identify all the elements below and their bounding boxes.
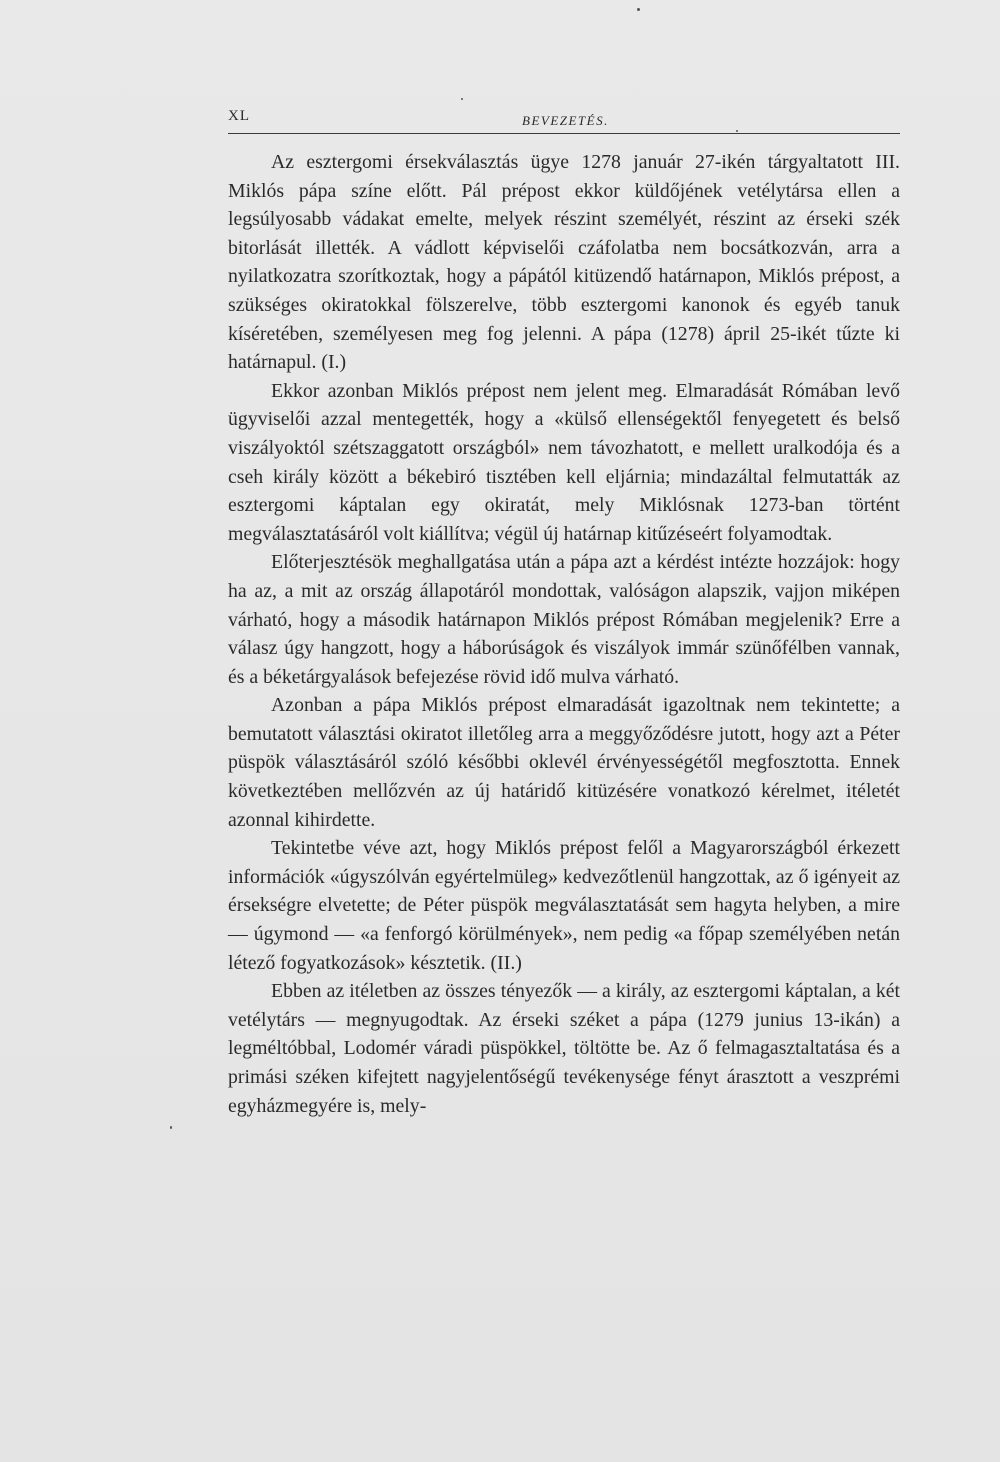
paper-speck: [736, 130, 738, 132]
paragraph: Ebben az itéletben az összes tényezők — a király, az esztergomi káptalan, a két vetélytárs — megnyugodtak. Az érseki széket a pápa (1279 junius 13-ikán) a legméltóbbal, Lodomér váradi püspökkel, töltötte be. Az ő felmagasztaltatása és a primási széken kifejtett nagyjelentőségű tevékenysége fényt árasztott a veszprémi egyházmegyére is, mely-: [228, 980, 900, 1117]
paragraph: Ekkor azonban Miklós prépost nem jelent meg. Elmaradását Rómában levő ügyviselői azzal mentegették, hogy a «külső ellenségektől fenyegetett és belső viszályoktól szétszaggatott országból» nem távozhatott, e mellett uralkodója és a cseh király között a békebiró tisztében kell eljárnia; mindazáltal felmutatták az esztergomi káptalan egy okiratát, mely Miklósnak 1273-ban történt megválasztatásáról volt kiállítva; végül új határnap kitűzéseért folyamodtak.: [228, 379, 900, 545]
paper-speck: [637, 8, 640, 11]
paragraph: Előterjesztésök meghallgatása után a pápa azt a kérdést intézte hozzájok: hogy ha az, a mit az ország állapotáról mondottak, valóságon alapszik, vajjon miképen várható, hogy a második határnapon Miklós prépost Rómában megjelenik? Erre a válasz úgy hangzott, hogy a háborúságok és viszályok immár szünőfélben vannak, és a béketárgyalások befejezése rövid idő mulva várható.: [228, 551, 900, 688]
body-text: [228, 148, 900, 1120]
paragraph: Az esztergomi érsekválasztás ügye 1278 január 27-ikén tárgyaltatott III. Miklós pápa színe előtt. Pál prépost ekkor küldőjének vetélytársa ellen a legsúlyosabb vádakat emelte, melyek részint személyét, részint az érseki szék bitorlását illették. A vádlott képviselői czáfolatba nem bocsátkozván, arra a nyilatkozatra szorítkoztak, hogy a pápától kitüzendő határnapon, Miklós prépost, a szükséges okiratokkal fölszerelve, több esztergomi kanonok és egyéb tanuk kíséretében, személyesen meg fog jelenni. A pápa (1278) ápril 25-ikét tűzte ki határnapul. (I.): [228, 151, 900, 374]
page-number: XL: [228, 108, 250, 124]
paper-speck: [170, 1126, 172, 1129]
running-title: BEVEZETÉS.: [522, 113, 609, 128]
paper-speck: [461, 98, 463, 100]
paragraph: Azonban a pápa Miklós prépost elmaradását igazoltnak nem tekintette; a bemutatott választási okiratot illetőleg arra a meggyőződésre jutott, hogy azt a Péter püspök választásáról szóló későbbi oklevél érvényességétől megfosztotta. Ennek következtében mellőzvén az új határidő kitüzésére vonatkozó kérelmet, itéletét azonnal kihirdette.: [228, 694, 900, 831]
page-header: [228, 104, 900, 138]
header-rule: [228, 133, 900, 134]
paragraph: Tekintetbe véve azt, hogy Miklós prépost felől a Magyarországból érkezett információk «úgyszólván egyértelmüleg» kedvezőtlenül hangzottak, az ő igényeit az érsekségre elvetette; de Péter püspök megválasztatását sem hagyta helyben, a mire — úgymond — «a fenforgó körülmények», nem pedig «a főpap személyében netán létező fogyatkozások» késztetik. (II.): [228, 837, 900, 974]
